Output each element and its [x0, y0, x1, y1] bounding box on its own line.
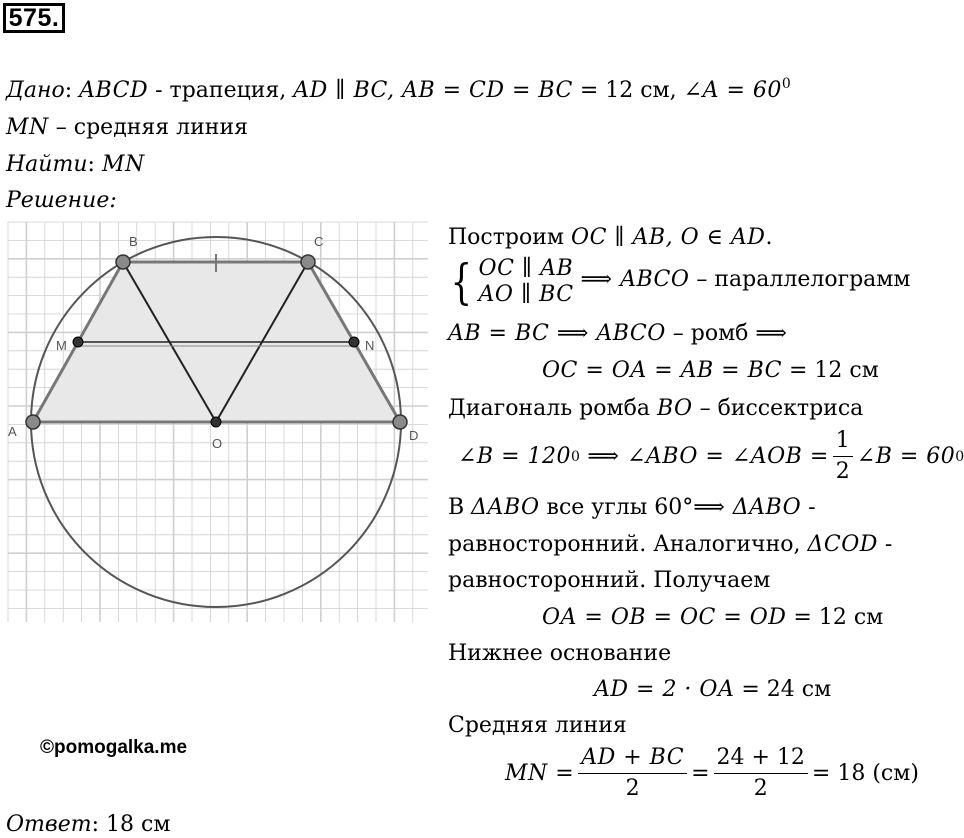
system-row-2: AO ∥ BC: [478, 282, 574, 307]
step-7: [448, 495, 816, 521]
label-a: A: [8, 424, 17, 439]
find-sep: :: [87, 152, 95, 177]
label-c: C: [314, 234, 324, 249]
mn-result: = 18 (см): [811, 760, 919, 786]
point-o: [211, 417, 221, 427]
label-m: M: [56, 338, 67, 353]
given-degree: 0: [781, 76, 791, 92]
step-7-post: -: [801, 495, 816, 520]
point-a: [26, 415, 40, 429]
step-13: Средняя линия: [448, 713, 627, 738]
step-3-math: AB = BC ⟹ ABCO: [448, 321, 666, 346]
step-1-math: OC ∥ AB, O ∈ AD: [571, 225, 766, 250]
step-5-text: – биссектриса: [692, 396, 864, 421]
step-4-math: OC = OA = AB = BC: [542, 358, 783, 383]
fraction-2-den: 2: [753, 776, 768, 801]
step-8: [448, 532, 892, 558]
step-3: [448, 321, 787, 347]
step-1-pre: Построим: [448, 225, 572, 250]
step-7-pre: В: [448, 495, 472, 520]
step-2-text: – параллелограмм: [689, 267, 911, 292]
system-brace: [446, 256, 574, 308]
step-8-pre: равносторонний. Аналогично,: [448, 532, 808, 557]
label-b: B: [129, 234, 138, 249]
step-4-text: = 12 см: [782, 358, 879, 383]
solution-label: Решение:: [6, 188, 117, 213]
fraction-2-num: 24 + 12: [714, 745, 808, 774]
half-den: 2: [835, 459, 850, 484]
step-7-math-1: ΔABO: [471, 495, 540, 520]
label-n: N: [365, 338, 375, 353]
step-9: равносторонний. Получаем: [448, 568, 771, 593]
fraction-1-den: 2: [625, 776, 640, 801]
point-m: [73, 337, 83, 347]
step-11: Нижнее основание: [448, 641, 672, 666]
mn-lhs: MN =: [505, 760, 575, 786]
step-5-math: BO: [656, 396, 693, 421]
label-d: D: [409, 428, 419, 443]
watermark: ©pomogalka.me: [40, 737, 188, 758]
step-2: [446, 256, 911, 308]
find-value: MN: [101, 152, 145, 177]
step-10-text: = 12 см: [786, 605, 884, 630]
given-sep: :: [64, 78, 73, 103]
problem-number: 575.: [3, 3, 65, 33]
find-label: Найти: [6, 152, 88, 177]
given-label: Дано: [6, 78, 65, 103]
fraction-2: [714, 745, 808, 802]
step-6-b: ⟹ ∠ABO = ∠AOB =: [579, 443, 829, 469]
step-14: [505, 745, 919, 802]
point-n: [349, 337, 359, 347]
answer-sep: :: [91, 812, 100, 837]
step-2-tail: [581, 267, 911, 292]
fraction-1-num: AD + BC: [578, 745, 687, 774]
geometry-figure: [8, 222, 428, 622]
midline-text: – средняя линия: [48, 115, 248, 140]
step-6-a: ∠B = 120: [458, 443, 572, 469]
answer-label: Ответ: [6, 812, 92, 837]
system-row-1: OC ∥ AB: [478, 256, 574, 281]
step-2-impl: ⟹ ABCO: [580, 267, 690, 292]
step-1: [448, 225, 772, 251]
step-4: [542, 358, 879, 384]
midline-line: [6, 115, 248, 141]
brace-glyph: {: [450, 254, 472, 310]
answer-line: [6, 812, 170, 838]
step-5-pre: Диагональ ромба: [448, 396, 657, 421]
step-6-c: ∠B = 60: [856, 443, 956, 469]
system-rows: [479, 256, 574, 308]
midline-symbol: MN: [6, 115, 49, 140]
given-text-2: = 12 см,: [572, 78, 684, 103]
step-8-math: ΔCOD: [807, 532, 878, 557]
step-10-math: OA = OB = OC = OD: [542, 605, 787, 630]
given-text-1: - трапеция,: [148, 78, 294, 103]
step-12-math: AD = 2 · OA: [594, 677, 735, 702]
point-b: [116, 255, 130, 269]
given-math-1: AD ∥ BC, AB = CD = BC: [293, 78, 573, 103]
label-o: O: [212, 436, 223, 451]
half-num: 1: [833, 428, 853, 457]
find-line: [6, 152, 145, 178]
step-3-text: – ромб ⟹: [665, 321, 787, 346]
half-fraction: [833, 428, 853, 485]
equals-sign: =: [691, 760, 710, 786]
given-angle: ∠A = 60: [683, 78, 782, 103]
step-8-post: -: [877, 532, 893, 557]
answer-value: 18 см: [99, 812, 171, 837]
step-10: [542, 605, 883, 631]
step-12-text: = 24 см: [734, 677, 832, 702]
step-7-mid: все углы 60°: [539, 495, 694, 520]
step-12: [594, 677, 831, 703]
fraction-1: [578, 745, 687, 802]
given-figure: ABCD: [79, 78, 149, 103]
given-line: [6, 78, 791, 104]
step-1-post: .: [765, 225, 773, 250]
point-c: [301, 255, 315, 269]
step-6: ∠B = 120 0 ⟹ ∠ABO = ∠AOB = $\frac{1}{2}$ ∠B = 60 0: [458, 428, 964, 484]
step-7-math-2: ⟹ ΔABO: [693, 495, 802, 520]
step-5: [448, 396, 863, 422]
point-d: [393, 415, 407, 429]
